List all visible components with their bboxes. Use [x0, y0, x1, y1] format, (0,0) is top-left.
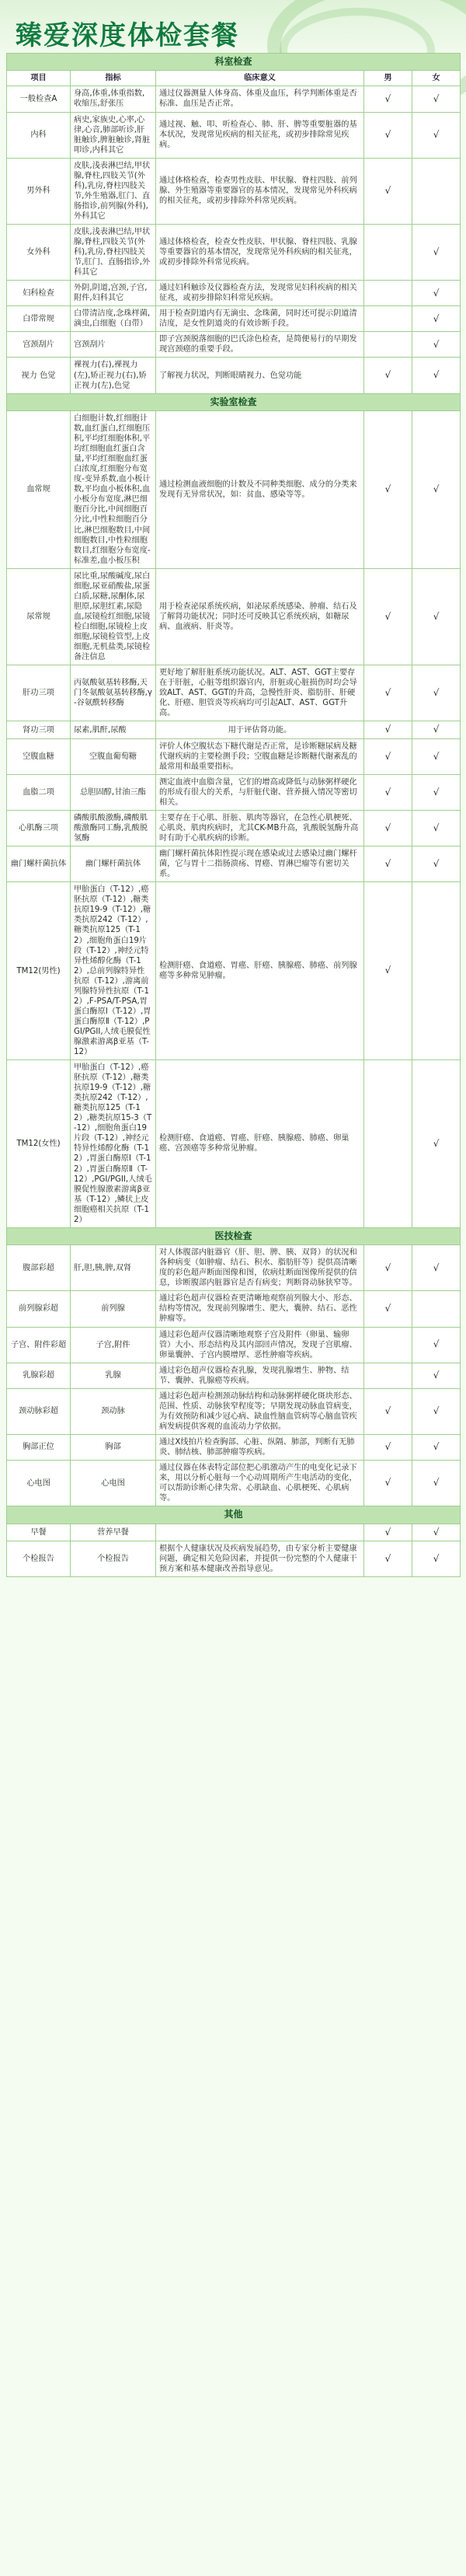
male-check: √ [364, 774, 412, 810]
item-name: 乳腺彩超 [7, 1363, 71, 1388]
indicator-list: 子宫,附件 [71, 1327, 156, 1363]
item-name: 前列腺彩超 [7, 1291, 71, 1327]
item-name: TM12(女性) [7, 1060, 71, 1228]
indicator-list: 宫颈刮片 [71, 332, 156, 358]
clinical-meaning [156, 1524, 364, 1541]
indicator-list: 总胆固醇,甘油三酯 [71, 774, 156, 810]
item-name: 血脂二项 [7, 774, 71, 810]
table-row [7, 1461, 461, 1506]
female-check: √ [412, 1461, 461, 1506]
male-check [364, 332, 412, 358]
table-row [7, 158, 461, 224]
section-header-row [7, 54, 461, 71]
female-check: √ [412, 112, 461, 158]
male-check: √ [364, 86, 412, 112]
male-check [364, 224, 412, 280]
checkup-table-body [7, 54, 461, 1577]
table-row [7, 332, 461, 358]
table-row [7, 774, 461, 810]
table-row [7, 112, 461, 158]
indicator-list: 皮肤,浅表淋巴结,甲状腺,脊柱,四肢关节(外科),乳房,脊柱四肢关节,肛门、直肠指诊,外科其它 [71, 224, 156, 280]
item-name: 内科 [7, 112, 71, 158]
item-name: 尿常规 [7, 568, 71, 665]
table-row [7, 281, 461, 306]
item-name: 血常规 [7, 410, 71, 568]
clinical-meaning: 通过检测血液细胞的计数及不同种类细胞、成分的分类来发现有无异常状况，如：贫血、感染等等。 [156, 410, 364, 568]
column-header-item: 项目 [7, 71, 71, 86]
male-check [364, 306, 412, 332]
male-check: √ [364, 1541, 412, 1576]
indicator-list: 心电图 [71, 1461, 156, 1506]
female-check: √ [412, 1060, 461, 1228]
female-check: √ [412, 1363, 461, 1388]
indicator-list: 病史,家族史,心率,心律,心音,肺部听诊,肝脏触诊,脾脏触诊,肾脏叩诊,内科其它 [71, 112, 156, 158]
male-check: √ [364, 846, 412, 882]
indicator-list: 外阴,阴道,宫颈,子宫,附件,妇科其它 [71, 281, 156, 306]
male-check: √ [364, 721, 412, 738]
indicator-list: 肝,胆,胰,脾,双肾 [71, 1245, 156, 1291]
clinical-meaning: 根据个人健康状况及疾病发展趋势，由专家分析主要健康问题，确定相关危险因素，并提供一份完整的个人健康干预方案和基本健康改善指导意见。 [156, 1541, 364, 1576]
table-row [7, 1363, 461, 1388]
checkup-table [6, 53, 461, 1577]
male-check: √ [364, 665, 412, 721]
table-row [7, 86, 461, 112]
male-check: √ [364, 410, 412, 568]
section-title: 实验室检查 [7, 393, 461, 410]
female-check: √ [412, 281, 461, 306]
indicator-list: 丙氨酸氨基转移酶,天门冬氨酸氨基转移酶,γ-谷氨酰转移酶 [71, 665, 156, 721]
clinical-meaning: 主要存在于心肌、肝脏、肌肉等器官，在急性心肌梗死、心肌炎、肌肉疾病时，尤其CK-MB升高，乳酸脱氢酶升高时有助于心肌疾病的诊断。 [156, 810, 364, 846]
clinical-meaning: 通过彩色超声检测颈动脉结构和动脉粥样硬化斑块形态、范围、性质、动脉狭窄程度等；早期发现动脉血管病变，为有效预防和减少冠心病、缺血性脑血管病等心脑血管疾病发病提供客观的血流动力学依据。 [156, 1388, 364, 1434]
page-title: 臻爱深度体检套餐 [16, 20, 239, 51]
indicator-list: 皮肤,浅表淋巴结,甲状腺,脊柱,四肢关节(外科),乳房,脊柱四肢关节,外生殖器,肛门、直肠指诊,前列腺(外科),外科其它 [71, 158, 156, 224]
indicator-list: 磷酸肌酸激酶,磷酸肌酸激酶同工酶,乳酸脱氢酶 [71, 810, 156, 846]
item-name: 子宫、附件彩超 [7, 1327, 71, 1363]
female-check: √ [412, 721, 461, 738]
table-row [7, 721, 461, 738]
indicator-list: 尿比重,尿酸碱度,尿白细胞,尿亚硝酸盐,尿蛋白质,尿糖,尿酮体,尿胆原,尿胆红素,尿隐血,尿镜检红细胞,尿镜检白细胞,尿镜检上皮细胞,尿镜检管型,上皮细胞,无机盐类,尿镜检备注信息 [71, 568, 156, 665]
table-row [7, 1245, 461, 1291]
clinical-meaning: 即子宫颈脱落细胞的巴氏涂色检查，是简便易行的早期发现宫颈癌的重要手段。 [156, 332, 364, 358]
section-title: 医技检查 [7, 1227, 461, 1244]
column-header-female: 女 [412, 71, 461, 86]
clinical-meaning: 通过体格检查，检查男性皮肤、甲状腺、脊柱四肢、前列腺、外生殖器等重要器官的基本情况，发现常见外科疾病的相关征兆，或初步排除外科常见疾病。 [156, 158, 364, 224]
table-row [7, 410, 461, 568]
clinical-meaning: 测定血液中血脂含量，它们的增高或降低与动脉粥样硬化的形成有很大的关系，与肝脏代谢、营养摄入情况等密切相关。 [156, 774, 364, 810]
female-check: √ [412, 332, 461, 358]
indicator-list: 白细胞计数,红细胞计数,血红蛋白,红细胞压积,平均红细胞体积,平均红细胞血红蛋白含量,平均红细胞血红蛋白浓度,红细胞分布宽度-变异系数,血小板计数,平均血小板体积,血小板分布宽度,淋巴细胞百分比,中间细胞百分比,中性粒细胞百分比,淋巴细胞数目,中间细胞数目,中性粒细胞数目,红细胞分布宽度-标准差,血小板压积 [71, 410, 156, 568]
item-name: 心电图 [7, 1461, 71, 1506]
indicator-list: 幽门螺杆菌抗体 [71, 846, 156, 882]
indicator-list: 前列腺 [71, 1291, 156, 1327]
indicator-list: 甲胎蛋白（T-12）,癌胚抗原（T-12）,糖类抗原19-9（T-12）,糖类抗原242（T-12）,糖类抗原125（T-12）,糖类抗原15-3（T-12）,细胞角蛋白19片段（T-12）,神经元特异性烯醇化酶（T-12）,胃蛋白酶原Ⅰ（T-12）,胃蛋白酶原Ⅱ（T-12）,PGI/PGII,人绒毛膜促性腺激素游离β亚基（T-12）,鳞状上皮细胞癌相关抗原（T-12） [71, 1060, 156, 1228]
male-check: √ [364, 1461, 412, 1506]
female-check: √ [412, 1245, 461, 1291]
column-header-meaning: 临床意义 [156, 71, 364, 86]
clinical-meaning: 通过体格检查，检查女性皮肤、甲状腺、脊柱四肢、乳腺等重要器官的基本情况，发现常见外科疾病的相关征兆，或初步排除外科常见疾病。 [156, 224, 364, 280]
indicator-list: 胸部 [71, 1434, 156, 1460]
table-row [7, 738, 461, 774]
table-row [7, 1327, 461, 1363]
table-row [7, 1434, 461, 1460]
indicator-list: 身高,体重,体重指数,收缩压,舒张压 [71, 86, 156, 112]
item-name: 白带常规 [7, 306, 71, 332]
male-check: √ [364, 568, 412, 665]
item-name: 女外科 [7, 224, 71, 280]
female-check: √ [412, 1327, 461, 1363]
female-check [412, 158, 461, 224]
female-check: √ [412, 1388, 461, 1434]
item-name: 肾功三项 [7, 721, 71, 738]
table-row [7, 1060, 461, 1228]
female-check: √ [412, 774, 461, 810]
clinical-meaning: 对人体腹部内脏器官（肝、胆、脾、胰、双肾）的状况和各种病变（如肿瘤、结石、积水、脂肪肝等）提供高清晰度的彩色超声断面图像和图，依病灶断面图像所提供的信息，诊断腹部内脏器官是否有病变；判断肾动脉狭窄等。 [156, 1245, 364, 1291]
clinical-meaning: 通过妇科触诊及仪器检查方法，发现常见妇科疾病的相关征兆，或初步排除妇科常见疾病。 [156, 281, 364, 306]
indicator-list: 营养早餐 [71, 1524, 156, 1541]
male-check: √ [364, 810, 412, 846]
clinical-meaning: 通过彩色超声仪器清晰地观察子宫及附件（卵巢、输卵管）大小、形态结构及其内部回声情况，发现子宫肌瘤、卵巢囊肿、子宫内膜增厚、恶性肿瘤等疾病。 [156, 1327, 364, 1363]
item-name: 宫颈刮片 [7, 332, 71, 358]
clinical-meaning: 通过视、触、叩、听检查心、肺、肝、脾等重要脏器的基本状况，发现常见疾病的相关征兆，或初步排除常见疾病。 [156, 112, 364, 158]
indicator-list: 甲胎蛋白（T-12）,癌胚抗原（T-12）,糖类抗原19-9（T-12）,糖类抗原242（T-12）,糖类抗原125（T-12）,细胞角蛋白19片段（T-12）,神经元特异性烯醇化酶（T-12）,总前列腺特异性抗原（T-12）,游离前列腺特异性抗原（T-12）,F-PSA/T-PSA,胃蛋白酶原Ⅰ（T-12）,胃蛋白酶原Ⅱ（T-12）,PGI/PGII,人绒毛膜促性腺激素游离β亚基（T-12） [71, 882, 156, 1060]
clinical-meaning: 检测肝癌、食道癌、胃癌、肝癌、胰腺癌、肺癌、卵巢癌、宫颈癌等多种常见肿瘤。 [156, 1060, 364, 1228]
table-row [7, 665, 461, 721]
item-name: 个检报告 [7, 1541, 71, 1576]
female-check: √ [412, 665, 461, 721]
male-check [364, 1363, 412, 1388]
indicator-list: 空腹血葡萄糖 [71, 738, 156, 774]
male-check: √ [364, 882, 412, 1060]
section-header-row [7, 1506, 461, 1524]
clinical-meaning: 更好地了解肝脏系统功能状况。ALT、AST、GGT主要存在于肝脏，心脏等组织器官内，肝脏或心脏损伤时均会导致ALT、AST、GGT的升高，急慢性肝炎、脂肪肝、肝硬化、肝癌、胆管炎等疾病均可引起ALT、AST、GGT升高。 [156, 665, 364, 721]
clinical-meaning: 通过彩色超声仪器检查更清晰地观察前列腺大小、形态、结构等情况，发现前列腺增生、肥大，囊肿、结石、恶性肿瘤等。 [156, 1291, 364, 1327]
male-check: √ [364, 158, 412, 224]
clinical-meaning: 了解视力状况，判断眼睛视力、色觉功能 [156, 358, 364, 393]
item-name: 早餐 [7, 1524, 71, 1541]
female-check: √ [412, 410, 461, 568]
female-check: √ [412, 1541, 461, 1576]
male-check: √ [364, 358, 412, 393]
female-check: √ [412, 1524, 461, 1541]
table-row [7, 1541, 461, 1576]
table-row [7, 306, 461, 332]
male-check: √ [364, 1388, 412, 1434]
table-row [7, 1291, 461, 1327]
table-row [7, 882, 461, 1060]
table-row [7, 568, 461, 665]
item-name: 腹部彩超 [7, 1245, 71, 1291]
male-check: √ [364, 1245, 412, 1291]
female-check: √ [412, 86, 461, 112]
female-check: √ [412, 224, 461, 280]
female-check: √ [412, 358, 461, 393]
column-header-male: 男 [364, 71, 412, 86]
section-header-row [7, 393, 461, 410]
male-check: √ [364, 738, 412, 774]
male-check: √ [364, 1291, 412, 1327]
female-check: √ [412, 810, 461, 846]
male-check: √ [364, 1524, 412, 1541]
indicator-list: 裸视力(右),裸视力(左),矫正视力(右),矫正视力(左),色觉 [71, 358, 156, 393]
item-name: 视力 色觉 [7, 358, 71, 393]
clinical-meaning: 通过仪器在体表特定部位把心肌激动产生的电变化记录下来，用以分析心脏每一个心动周期所产生电活动的变化，可以帮助诊断心律失常、心肌缺血、心肌梗死、心肌病等。 [156, 1461, 364, 1506]
item-name: 胸部正位 [7, 1434, 71, 1460]
item-name: 空腹血糖 [7, 738, 71, 774]
male-check: √ [364, 112, 412, 158]
section-title: 其他 [7, 1506, 461, 1524]
clinical-meaning: 幽门螺杆菌抗体阳性提示现在感染或过去感染过幽门螺杆菌，它与胃十二指肠溃疡、胃癌、胃淋巴瘤等有密切关系。 [156, 846, 364, 882]
indicator-list: 个检报告 [71, 1541, 156, 1576]
female-check: √ [412, 306, 461, 332]
clinical-meaning: 通过仪器测量人体身高、体重及血压，科学判断体重是否标准、血压是否正常。 [156, 86, 364, 112]
male-check: √ [364, 1434, 412, 1460]
item-name: 一般检查A [7, 86, 71, 112]
indicator-list: 尿素,肌酐,尿酸 [71, 721, 156, 738]
male-check [364, 1327, 412, 1363]
female-check: √ [412, 1434, 461, 1460]
indicator-list: 乳腺 [71, 1363, 156, 1388]
item-name: 肝功三项 [7, 665, 71, 721]
clinical-meaning: 评价人体空腹状态下糖代谢是否正常，是诊断糖尿病及糖代谢疾病的主要检测手段；空腹血糖是诊断糖代谢紊乱的最常用和最重要指标。 [156, 738, 364, 774]
clinical-meaning: 通过彩色超声仪器检查乳腺，发现乳腺增生、肿物、结节、囊肿、乳腺癌等疾病。 [156, 1363, 364, 1388]
item-name: 颈动脉彩超 [7, 1388, 71, 1434]
section-title: 科室检查 [7, 54, 461, 71]
table-row [7, 846, 461, 882]
clinical-meaning: 用于检查泌尿系统疾病，如泌尿系统感染、肿瘤、结石及了解肾功能状况；同时还可反映其它系统疾病，如糖尿病、血液病、肝炎等。 [156, 568, 364, 665]
item-name: TM12(男性) [7, 882, 71, 1060]
item-name: 妇科检查 [7, 281, 71, 306]
table-row [7, 358, 461, 393]
female-check [412, 1291, 461, 1327]
male-check [364, 1060, 412, 1228]
table-row [7, 1388, 461, 1434]
item-name: 男外科 [7, 158, 71, 224]
clinical-meaning: 通过X线拍片检查胸部、心脏、纵隔、肺部，判断有无肺炎、肺结核、肺部肿瘤等疾病。 [156, 1434, 364, 1460]
table-row [7, 810, 461, 846]
female-check: √ [412, 568, 461, 665]
section-header-row [7, 1227, 461, 1244]
item-name: 心肌酶三项 [7, 810, 71, 846]
female-check [412, 882, 461, 1060]
female-check: √ [412, 846, 461, 882]
clinical-meaning: 用于检查阴道内有无滴虫、念珠菌，同时还可提示阴道清洁度，是女性阴道炎的有效诊断手段。 [156, 306, 364, 332]
indicator-list: 白带清洁度,念珠样菌,滴虫,白细胞（白带） [71, 306, 156, 332]
indicator-list: 颈动脉 [71, 1388, 156, 1434]
clinical-meaning: 用于评估肾功能。 [156, 721, 364, 738]
table-row [7, 224, 461, 280]
column-header-indicator: 指标 [71, 71, 156, 86]
female-check: √ [412, 738, 461, 774]
table-row [7, 1524, 461, 1541]
clinical-meaning: 检测肝癌、食道癌、胃癌、肝癌、胰腺癌、肺癌、前列腺癌等多种常见肿瘤。 [156, 882, 364, 1060]
item-name: 幽门螺杆菌抗体 [7, 846, 71, 882]
column-header-row [7, 71, 461, 86]
male-check [364, 281, 412, 306]
